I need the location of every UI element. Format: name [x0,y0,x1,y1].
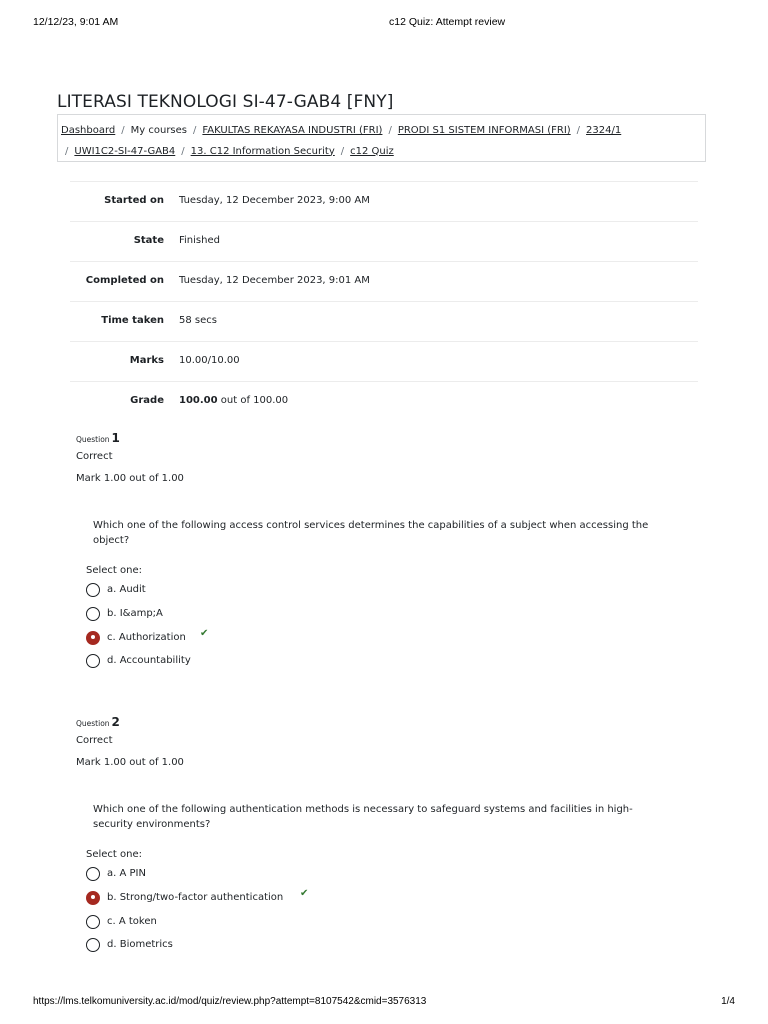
answer-label: a. Audit [107,584,146,595]
summary-value [179,395,288,406]
breadcrumb-course[interactable]: UWI1C2-SI-47-GAB4 [74,145,176,157]
grade-value: 100.00 [179,395,218,406]
breadcrumb [57,114,706,162]
question-1 [76,431,696,667]
breadcrumb-term[interactable]: 2324/1 [586,125,622,136]
correct-check-icon: ✔ [200,627,209,639]
summary-label: Completed on [85,275,164,286]
breadcrumb-row-2 [61,142,702,163]
summary-label: Marks [129,355,164,366]
radio-button[interactable] [86,583,100,597]
summary-value: Finished [179,235,220,246]
answer-label: b. Strong/two-factor authentication [107,891,284,903]
question-mark: Mark 1.00 out of 1.00 [76,757,184,768]
radio-button[interactable] [86,938,100,952]
question-mark: Mark 1.00 out of 1.00 [76,473,184,484]
summary-value: 10.00/10.00 [179,355,240,366]
summary-row-started-on [70,182,698,222]
breadcrumb-quiz[interactable]: c12 Quiz [350,145,394,157]
print-header [33,16,735,30]
answer-label: c. Authorization [107,631,186,643]
course-title: LITERASI TEKNOLOGI SI-47-GAB4 [FNY] [57,92,394,112]
question-number [76,431,696,447]
breadcrumb-program[interactable]: PRODI S1 SISTEM INFORMASI (FRI) [397,125,571,136]
summary-label: Time taken [101,315,164,326]
breadcrumb-section[interactable]: 13. C12 Information Security [190,145,335,157]
radio-button[interactable] [86,654,100,668]
print-url: https://lms.telkomuniversity.ac.id/mod/quiz/review.php?attempt=8107542&cmid=3576313 [33,996,427,1007]
question-number-value: 2 [111,715,120,729]
question-prefix: Question [76,435,110,444]
question-state: Correct [76,735,113,746]
radio-button-selected[interactable] [86,631,100,645]
summary-label: Grade [130,395,164,406]
question-text: Which one of the following authentication methods is necessary to safeguard systems and facilities in high-security environments? [93,804,633,830]
grade-out-of: out of 100.00 [217,395,289,406]
print-footer [33,996,735,1010]
breadcrumb-separator: / [576,125,581,136]
radio-button[interactable] [86,867,100,881]
breadcrumb-separator: / [181,145,185,157]
print-page-number: 1/4 [721,996,735,1007]
print-date: 12/12/23, 9:01 AM [33,16,119,28]
answer-label: b. I&amp;A [107,607,163,619]
breadcrumb-separator: / [121,125,125,136]
select-one-label: Select one: [86,849,143,860]
answer-label: d. Biometrics [107,939,173,951]
summary-value: 58 secs [179,315,217,326]
question-text: Which one of the following access control services determines the capabilities of a subject when accessing the object? [93,520,649,546]
summary-row-completed-on [70,262,698,302]
answer-label: c. A token [107,915,157,927]
summary-row-marks [70,342,698,382]
summary-row-time-taken [70,302,698,342]
summary-label: Started on [104,195,164,206]
answer-label: d. Accountability [107,655,191,667]
breadcrumb-dashboard[interactable]: Dashboard [61,125,116,136]
radio-button[interactable] [86,607,100,621]
breadcrumb-separator: / [340,145,345,157]
breadcrumb-my-courses: My courses [130,125,188,136]
summary-label: State [133,235,164,246]
summary-value: Tuesday, 12 December 2023, 9:00 AM [179,195,370,206]
breadcrumb-separator: / [65,145,69,157]
question-2 [76,715,696,951]
radio-button[interactable] [86,915,100,929]
question-state: Correct [76,451,113,462]
question-number-value: 1 [111,431,120,445]
correct-check-icon: ✔ [300,887,309,899]
breadcrumb-row-1 [61,121,702,142]
answer-label: a. A PIN [107,868,146,879]
summary-row-state [70,222,698,262]
breadcrumb-separator: / [193,125,197,136]
summary-row-grade [70,382,698,422]
question-number [76,715,696,731]
breadcrumb-faculty[interactable]: FAKULTAS REKAYASA INDUSTRI (FRI) [202,125,383,136]
attempt-summary-table [70,181,698,422]
breadcrumb-separator: / [388,125,392,136]
summary-value: Tuesday, 12 December 2023, 9:01 AM [179,275,370,286]
question-prefix: Question [76,719,110,728]
print-page-title: c12 Quiz: Attempt review [389,16,506,28]
select-one-label: Select one: [86,565,143,576]
radio-button-selected[interactable] [86,891,100,905]
